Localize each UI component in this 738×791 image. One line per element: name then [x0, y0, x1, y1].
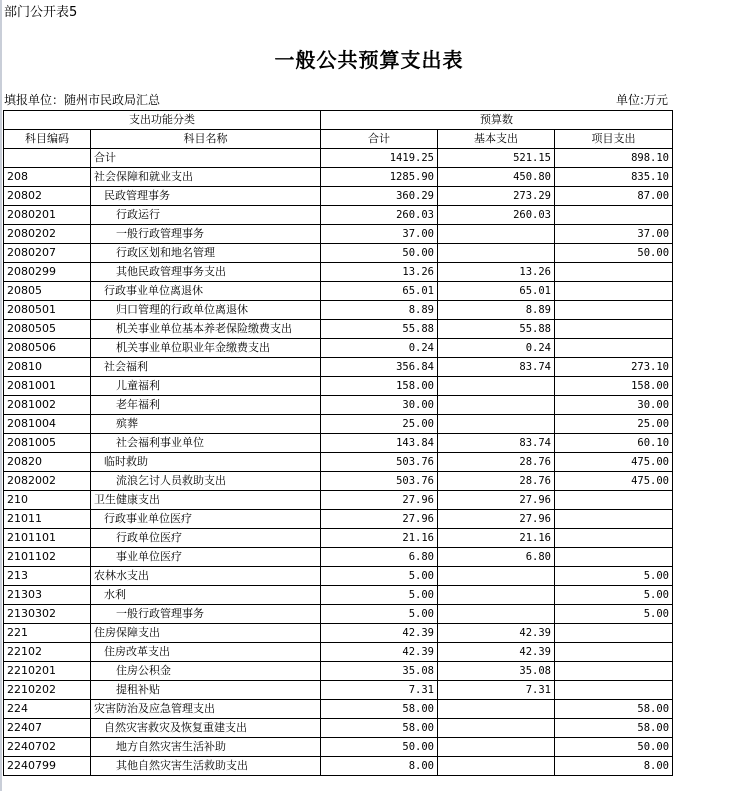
- cell-basic: 521.15: [438, 149, 555, 168]
- cell-total: 8.89: [321, 301, 438, 320]
- cell-code: 2210202: [4, 681, 91, 700]
- header-row-columns: [4, 130, 673, 149]
- cell-name: 其他民政管理事务支出: [91, 263, 321, 282]
- cell-basic: 13.26: [438, 263, 555, 282]
- cell-project: [555, 206, 673, 225]
- cell-code: [4, 149, 91, 168]
- cell-name: 老年福利: [91, 396, 321, 415]
- sheet-left-edge: [0, 0, 2, 791]
- table-row: [4, 681, 673, 700]
- cell-project: [555, 320, 673, 339]
- cell-basic: 65.01: [438, 282, 555, 301]
- cell-name: 行政运行: [91, 206, 321, 225]
- table-row: [4, 358, 673, 377]
- cell-project: 37.00: [555, 225, 673, 244]
- table-row: [4, 301, 673, 320]
- table-row: [4, 377, 673, 396]
- cell-code: 2101101: [4, 529, 91, 548]
- cell-name: 灾害防治及应急管理支出: [91, 700, 321, 719]
- cell-name: 行政单位医疗: [91, 529, 321, 548]
- cell-basic: [438, 396, 555, 415]
- cell-basic: 21.16: [438, 529, 555, 548]
- cell-basic: [438, 586, 555, 605]
- cell-code: 2080299: [4, 263, 91, 282]
- cell-name: 水利: [91, 586, 321, 605]
- cell-total: 356.84: [321, 358, 438, 377]
- cell-code: 22407: [4, 719, 91, 738]
- cell-project: [555, 662, 673, 681]
- cell-basic: 55.88: [438, 320, 555, 339]
- cell-total: 5.00: [321, 567, 438, 586]
- table-row: [4, 149, 673, 168]
- table-row: [4, 396, 673, 415]
- table-row: [4, 339, 673, 358]
- cell-basic: 83.74: [438, 434, 555, 453]
- cell-basic: 260.03: [438, 206, 555, 225]
- header-budget-amount: 预算数: [321, 111, 673, 130]
- cell-project: 5.00: [555, 605, 673, 624]
- currency-unit: 单位:万元: [615, 93, 668, 107]
- cell-total: 58.00: [321, 700, 438, 719]
- table-row: [4, 225, 673, 244]
- cell-code: 2080202: [4, 225, 91, 244]
- header-name: 科目名称: [91, 130, 321, 149]
- cell-code: 2210201: [4, 662, 91, 681]
- cell-code: 2082002: [4, 472, 91, 491]
- table-row: [4, 529, 673, 548]
- cell-project: [555, 491, 673, 510]
- cell-basic: [438, 567, 555, 586]
- table-row: [4, 757, 673, 776]
- cell-name: 自然灾害救灾及恢复重建支出: [91, 719, 321, 738]
- cell-basic: 42.39: [438, 643, 555, 662]
- table-row: [4, 472, 673, 491]
- cell-project: 58.00: [555, 700, 673, 719]
- cell-basic: [438, 719, 555, 738]
- cell-total: 42.39: [321, 624, 438, 643]
- cell-code: 20810: [4, 358, 91, 377]
- cell-total: 58.00: [321, 719, 438, 738]
- cell-total: 1419.25: [321, 149, 438, 168]
- cell-basic: [438, 415, 555, 434]
- cell-total: 21.16: [321, 529, 438, 548]
- cell-code: 2101102: [4, 548, 91, 567]
- cell-total: 65.01: [321, 282, 438, 301]
- cell-project: [555, 681, 673, 700]
- table-row: [4, 168, 673, 187]
- cell-project: [555, 282, 673, 301]
- cell-project: [555, 263, 673, 282]
- page-title: 一般公共预算支出表: [274, 48, 464, 72]
- cell-total: 5.00: [321, 586, 438, 605]
- cell-name: 流浪乞讨人员救助支出: [91, 472, 321, 491]
- table-row: [4, 738, 673, 757]
- cell-name: 社会福利: [91, 358, 321, 377]
- cell-code: 22102: [4, 643, 91, 662]
- cell-code: 21011: [4, 510, 91, 529]
- cell-project: 835.10: [555, 168, 673, 187]
- cell-project: [555, 624, 673, 643]
- cell-total: 13.26: [321, 263, 438, 282]
- cell-project: 30.00: [555, 396, 673, 415]
- cell-project: 273.10: [555, 358, 673, 377]
- cell-code: 2081004: [4, 415, 91, 434]
- cell-project: 475.00: [555, 453, 673, 472]
- table-row: [4, 662, 673, 681]
- cell-name: 临时救助: [91, 453, 321, 472]
- cell-total: 50.00: [321, 738, 438, 757]
- cell-project: 50.00: [555, 738, 673, 757]
- cell-total: 5.00: [321, 605, 438, 624]
- cell-project: [555, 339, 673, 358]
- cell-basic: 8.89: [438, 301, 555, 320]
- cell-basic: 27.96: [438, 491, 555, 510]
- table-row: [4, 548, 673, 567]
- header-row-group: [4, 111, 673, 130]
- cell-project: 58.00: [555, 719, 673, 738]
- cell-code: 2080201: [4, 206, 91, 225]
- cell-project: [555, 301, 673, 320]
- cell-code: 221: [4, 624, 91, 643]
- cell-name: 其他自然灾害生活救助支出: [91, 757, 321, 776]
- cell-code: 2240799: [4, 757, 91, 776]
- cell-total: 0.24: [321, 339, 438, 358]
- table-row: [4, 605, 673, 624]
- cell-basic: [438, 244, 555, 263]
- cell-name: 事业单位医疗: [91, 548, 321, 567]
- cell-code: 20802: [4, 187, 91, 206]
- cell-total: 30.00: [321, 396, 438, 415]
- cell-basic: 28.76: [438, 453, 555, 472]
- cell-basic: 273.29: [438, 187, 555, 206]
- cell-basic: [438, 738, 555, 757]
- cell-basic: 6.80: [438, 548, 555, 567]
- table-row: [4, 624, 673, 643]
- cell-basic: 7.31: [438, 681, 555, 700]
- table-row: [4, 320, 673, 339]
- cell-total: 8.00: [321, 757, 438, 776]
- cell-basic: [438, 225, 555, 244]
- cell-total: 37.00: [321, 225, 438, 244]
- cell-name: 住房改革支出: [91, 643, 321, 662]
- cell-basic: [438, 700, 555, 719]
- cell-total: 143.84: [321, 434, 438, 453]
- cell-code: 208: [4, 168, 91, 187]
- cell-project: 158.00: [555, 377, 673, 396]
- cell-name: 殡葬: [91, 415, 321, 434]
- table-row: [4, 453, 673, 472]
- cell-project: 898.10: [555, 149, 673, 168]
- table-row: [4, 586, 673, 605]
- cell-name: 机关事业单位职业年金缴费支出: [91, 339, 321, 358]
- cell-project: 475.00: [555, 472, 673, 491]
- cell-code: 2081005: [4, 434, 91, 453]
- table-row: [4, 244, 673, 263]
- cell-total: 7.31: [321, 681, 438, 700]
- cell-code: 2080501: [4, 301, 91, 320]
- cell-project: 5.00: [555, 567, 673, 586]
- sheet-label: 部门公开表5: [4, 5, 78, 20]
- cell-name: 行政事业单位离退休: [91, 282, 321, 301]
- cell-project: 25.00: [555, 415, 673, 434]
- header-function-classification: 支出功能分类: [4, 111, 321, 130]
- cell-project: [555, 548, 673, 567]
- cell-total: 6.80: [321, 548, 438, 567]
- header-code: 科目编码: [4, 130, 91, 149]
- cell-basic: [438, 605, 555, 624]
- cell-total: 50.00: [321, 244, 438, 263]
- cell-code: 20820: [4, 453, 91, 472]
- cell-name: 地方自然灾害生活补助: [91, 738, 321, 757]
- table-row: [4, 187, 673, 206]
- budget-table: [3, 110, 673, 776]
- cell-code: 2130302: [4, 605, 91, 624]
- cell-name: 住房公积金: [91, 662, 321, 681]
- cell-name: 农林水支出: [91, 567, 321, 586]
- cell-name: 提租补贴: [91, 681, 321, 700]
- cell-name: 民政管理事务: [91, 187, 321, 206]
- cell-name: 合计: [91, 149, 321, 168]
- cell-code: 224: [4, 700, 91, 719]
- cell-code: 2080505: [4, 320, 91, 339]
- cell-total: 25.00: [321, 415, 438, 434]
- cell-name: 一般行政管理事务: [91, 225, 321, 244]
- table-row: [4, 510, 673, 529]
- cell-name: 一般行政管理事务: [91, 605, 321, 624]
- cell-total: 55.88: [321, 320, 438, 339]
- cell-project: 8.00: [555, 757, 673, 776]
- cell-code: 20805: [4, 282, 91, 301]
- cell-total: 1285.90: [321, 168, 438, 187]
- cell-name: 卫生健康支出: [91, 491, 321, 510]
- cell-code: 213: [4, 567, 91, 586]
- table-row: [4, 206, 673, 225]
- cell-name: 行政事业单位医疗: [91, 510, 321, 529]
- header-total: 合计: [321, 130, 438, 149]
- table-row: [4, 643, 673, 662]
- cell-code: 2080506: [4, 339, 91, 358]
- cell-name: 行政区划和地名管理: [91, 244, 321, 263]
- cell-name: 住房保障支出: [91, 624, 321, 643]
- cell-name: 社会福利事业单位: [91, 434, 321, 453]
- cell-name: 归口管理的行政单位离退休: [91, 301, 321, 320]
- cell-basic: 42.39: [438, 624, 555, 643]
- cell-basic: 35.08: [438, 662, 555, 681]
- cell-name: 儿童福利: [91, 377, 321, 396]
- table-row: [4, 282, 673, 301]
- cell-project: 60.10: [555, 434, 673, 453]
- cell-project: 87.00: [555, 187, 673, 206]
- cell-basic: 27.96: [438, 510, 555, 529]
- cell-project: 50.00: [555, 244, 673, 263]
- cell-code: 210: [4, 491, 91, 510]
- cell-basic: [438, 377, 555, 396]
- cell-total: 42.39: [321, 643, 438, 662]
- cell-basic: 28.76: [438, 472, 555, 491]
- table-row: [4, 491, 673, 510]
- cell-code: 2081001: [4, 377, 91, 396]
- header-basic: 基本支出: [438, 130, 555, 149]
- table-row: [4, 263, 673, 282]
- table-row: [4, 567, 673, 586]
- table-row: [4, 415, 673, 434]
- table-row: [4, 719, 673, 738]
- cell-total: 360.29: [321, 187, 438, 206]
- cell-total: 503.76: [321, 472, 438, 491]
- cell-total: 260.03: [321, 206, 438, 225]
- cell-total: 27.96: [321, 491, 438, 510]
- table-row: [4, 434, 673, 453]
- cell-name: 机关事业单位基本养老保险缴费支出: [91, 320, 321, 339]
- header-project: 项目支出: [555, 130, 673, 149]
- cell-code: 2081002: [4, 396, 91, 415]
- cell-code: 2080207: [4, 244, 91, 263]
- cell-basic: 0.24: [438, 339, 555, 358]
- cell-project: [555, 643, 673, 662]
- cell-code: 21303: [4, 586, 91, 605]
- cell-total: 503.76: [321, 453, 438, 472]
- cell-code: 2240702: [4, 738, 91, 757]
- cell-project: [555, 529, 673, 548]
- cell-project: [555, 510, 673, 529]
- cell-project: 5.00: [555, 586, 673, 605]
- cell-total: 27.96: [321, 510, 438, 529]
- cell-name: 社会保障和就业支出: [91, 168, 321, 187]
- reporting-unit: 填报单位：随州市民政局汇总: [4, 93, 161, 107]
- cell-basic: 450.80: [438, 168, 555, 187]
- cell-basic: [438, 757, 555, 776]
- cell-basic: 83.74: [438, 358, 555, 377]
- cell-total: 158.00: [321, 377, 438, 396]
- cell-total: 35.08: [321, 662, 438, 681]
- table-row: [4, 700, 673, 719]
